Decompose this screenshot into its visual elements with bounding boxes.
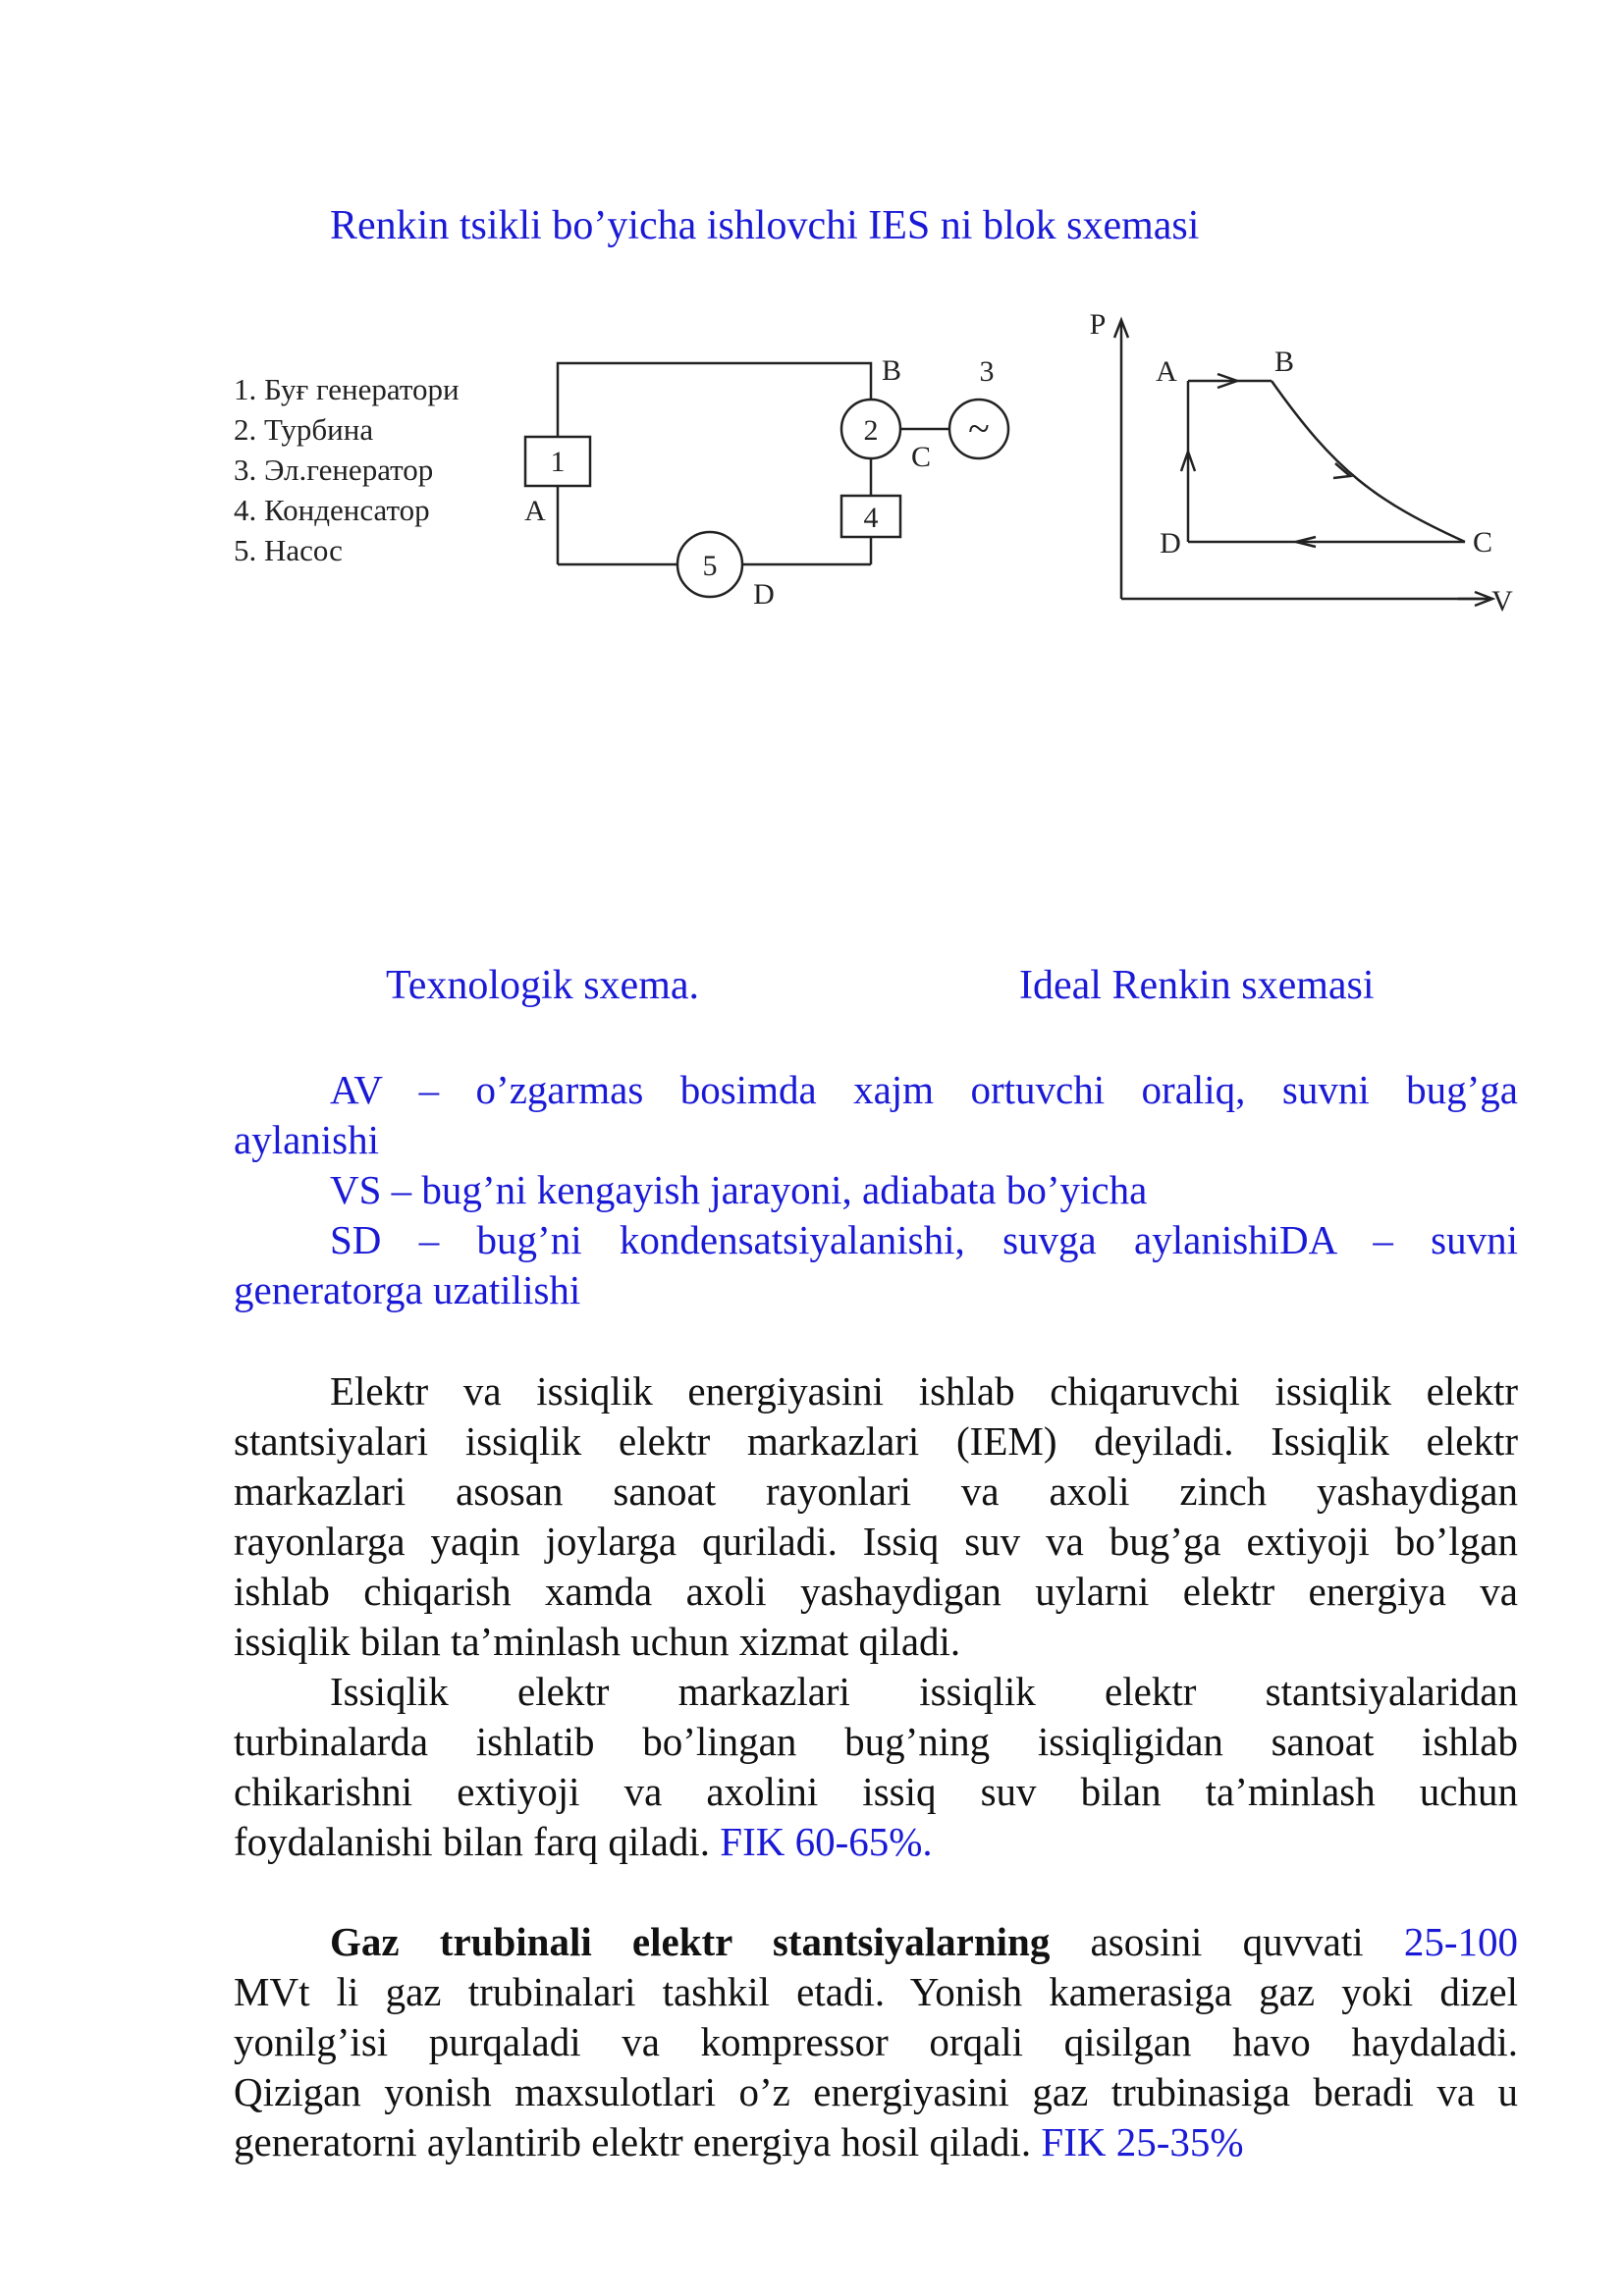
pv-point-a: A (1156, 355, 1177, 388)
block-1-label: 1 (550, 446, 566, 478)
block-4-label: 4 (863, 502, 879, 534)
text-line (234, 1917, 1518, 1967)
text-line: issiqlik bilan ta’minlash uchun xizmat qiladi. (234, 1619, 961, 1664)
text-line (234, 1817, 1518, 1867)
pv-point-c: C (1472, 526, 1493, 559)
block-2-label: 2 (863, 414, 879, 447)
text-line: rayonlarga yaqin joylarga quriladi. Issiq suv va bug’ga extiyoji bo’lgan (234, 1519, 1518, 1564)
pv-point-d: D (1160, 527, 1181, 560)
text-fragment: foydalanishi bilan farq qiladi. (234, 1819, 721, 1864)
text-line: turbinalarda ishlatib bo’lingan bug’ning issiqligidan sanoat ishlab (234, 1719, 1518, 1764)
text-line: Issiqlik elektr markazlari issiqlik elektr stantsiyalaridan (330, 1669, 1518, 1714)
fik-value: FIK 60-65%. (720, 1819, 933, 1864)
legend-item: 4. Конденсатор (234, 493, 430, 527)
legend-item: 3. Эл.генератор (234, 453, 434, 487)
text-line: stantsiyalari issiqlik elektr markazlari (IEM) deyiladi. Issiqlik elektr (234, 1418, 1518, 1464)
power-range: 25-100 (1403, 1919, 1518, 1964)
axis-v-label: V (1491, 585, 1513, 617)
process-av-line1: AV – o’zgarmas bosimda xajm ortuvchi oraliq, suvni bug’ga (330, 1067, 1518, 1112)
text-line: chikarishni extiyoji va axolini issiq suv bilan ta’minlash uchun (234, 1769, 1518, 1814)
block-3-label: 3 (979, 355, 995, 388)
tilde-symbol: ~ (968, 406, 990, 451)
paragraph-iem-difference (234, 1667, 1518, 1867)
text-line: Elektr va issiqlik energiyasini ishlab chiqaruvchi issiqlik elektr (330, 1368, 1518, 1414)
text-line: MVt li gaz trubinalari tashkil etadi. Yonish kamerasiga gaz yoki dizel (234, 1969, 1518, 2014)
paragraph-gas-turbine (234, 1917, 1518, 2167)
text-line: yonilg’isi purqaladi va kompressor orqali qisilgan havo haydaladi. (234, 2019, 1518, 2064)
paragraph-iem (234, 1366, 1518, 1667)
renkin-diagrams (226, 304, 1532, 638)
process-descriptions (234, 1065, 1518, 1315)
text-line (234, 2117, 1518, 2167)
text-fragment: generatorni aylantirib elektr energiya hosil qiladi. (234, 2119, 1042, 2164)
pv-point-b: B (1273, 346, 1295, 378)
fik-value: FIK 25-35% (1041, 2119, 1244, 2164)
legend (234, 372, 460, 567)
page-heading: Renkin tsikli bo’yicha ishlovchi IES ni blok sxemasi (330, 203, 1200, 248)
text-fragment: asosini quvvati (1050, 1919, 1404, 1964)
technological-scheme (525, 363, 1008, 597)
block-5-label: 5 (702, 550, 718, 582)
legend-item: 5. Насос (234, 533, 343, 567)
process-av-line2: aylanishi (234, 1117, 380, 1162)
text-line: markazlari asosan sanoat rayonlari va axoli zinch yashaydigan (234, 1468, 1518, 1514)
text-line: Qizigan yonish maxsulotlari o’z energiyasini gaz trubinasiga beradi va u (234, 2069, 1518, 2114)
caption-technological-scheme: Texnologik sxema. (386, 963, 699, 1008)
axis-p-label: P (1089, 308, 1107, 341)
process-sd-line2: generatorga uzatilishi (234, 1267, 581, 1312)
process-sd-line1: SD – bug’ni kondensatsiyalanishi, suvga aylanishiDA – suvni (330, 1217, 1518, 1262)
point-c-label: C (910, 441, 932, 473)
point-d-label: D (753, 578, 775, 611)
point-a-label: A (524, 495, 546, 527)
point-b-label: B (881, 354, 902, 387)
text-line: ishlab chiqarish xamda axoli yashaydigan uylarni elektr energiya va (234, 1569, 1518, 1614)
legend-item: 1. Буғ генератори (234, 372, 460, 406)
bold-term: Gaz trubinali elektr stantsiyalarning (330, 1919, 1051, 1964)
legend-item: 2. Турбина (234, 412, 374, 447)
caption-ideal-renkin: Ideal Renkin sxemasi (1019, 963, 1375, 1008)
process-vs: VS – bug’ni kengayish jarayoni, adiabata bo’yicha (330, 1167, 1148, 1212)
